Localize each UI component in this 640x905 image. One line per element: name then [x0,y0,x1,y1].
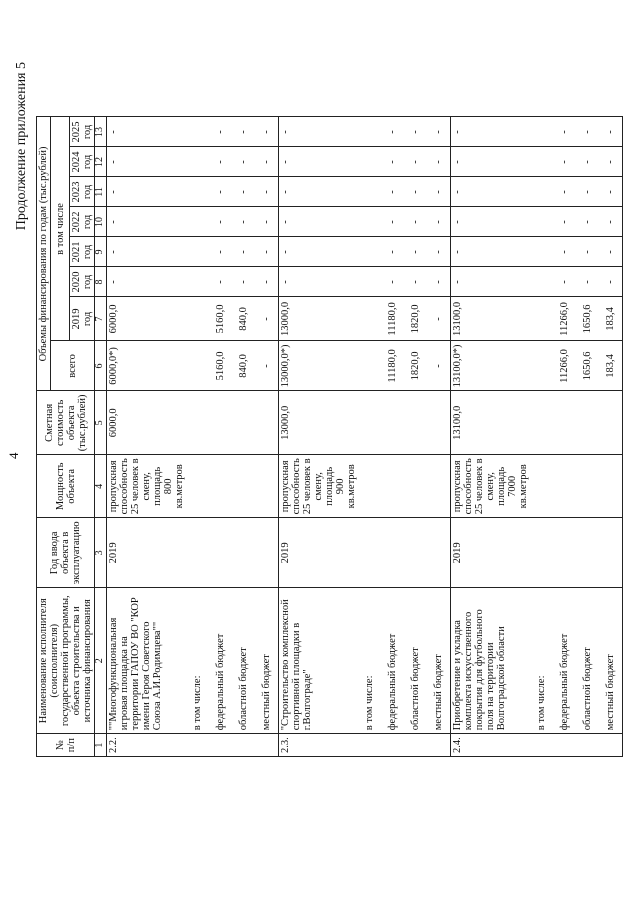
year-value: - [450,117,530,147]
source-year-value [530,117,553,147]
header-year-2019: 2019 год [70,297,95,341]
year-value: - [278,177,358,207]
year-value: - [106,207,186,237]
estimated-cost: 6000,0 [106,391,186,455]
source-total: 11266,0 [553,341,576,391]
table-row [450,117,530,757]
source-total [186,341,209,391]
source-year-value: - [599,177,623,207]
col-index: 7 [95,297,107,341]
funding-source-row [232,117,255,757]
empty-cell [553,455,576,518]
col-index: 6 [95,341,107,391]
source-year-value: - [404,147,427,177]
source-total [358,341,381,391]
header-volume: Объемы финансирования по годам (тыс.рублей) [37,117,51,391]
source-year-value: - [427,267,451,297]
empty-cell [232,391,255,455]
header-name: Наименование исполнителя (соисполнителя) государственной программы, объекта строительства и источника финансирования [37,588,95,734]
source-year-value [530,267,553,297]
empty-cell [255,734,279,757]
commission-year: 2019 [450,518,530,588]
empty-cell [358,734,381,757]
source-year-value: - [553,117,576,147]
source-year-value [186,207,209,237]
source-year-value: 11266,0 [553,297,576,341]
funding-source-label: федеральный бюджет [553,588,576,734]
empty-cell [427,455,451,518]
source-year-value: - [553,177,576,207]
header-year: Год ввода объекта в эксплуатацию [37,518,95,588]
header-year-2025: 2025 год [70,117,95,147]
col-index: 4 [95,455,107,518]
source-year-value: - [427,147,451,177]
source-year-value: - [255,237,279,267]
funding-source-row [186,117,209,757]
source-year-value: 840,0 [232,297,255,341]
empty-cell [576,455,599,518]
source-year-value: - [553,267,576,297]
empty-cell [599,391,623,455]
source-year-value: - [381,117,404,147]
source-total: 1650,6 [576,341,599,391]
source-year-value: - [209,147,232,177]
year-value: - [450,267,530,297]
empty-cell [427,391,451,455]
source-year-value: - [576,117,599,147]
source-year-value: - [427,207,451,237]
empty-cell [358,518,381,588]
source-year-value: - [404,177,427,207]
continuation-heading: Продолжение приложения 5 [14,62,29,231]
year-value: - [106,117,186,147]
empty-cell [381,455,404,518]
source-year-value: - [553,207,576,237]
funding-source-label: федеральный бюджет [209,588,232,734]
header-capacity: Мощность объекта [37,455,95,518]
empty-cell [530,518,553,588]
source-year-value: - [209,207,232,237]
empty-cell [255,391,279,455]
source-year-value: 1820,0 [404,297,427,341]
empty-cell [232,734,255,757]
source-year-value: - [553,147,576,177]
object-capacity: пропускная способность 25 человек в смену, площадь 900 кв.метров [278,455,358,518]
year-value: - [278,267,358,297]
source-year-value: - [255,267,279,297]
funding-source-label: местный бюджет [255,588,279,734]
empty-cell [404,734,427,757]
total-financing: 13000,0*) [278,341,358,391]
source-year-value: - [553,237,576,267]
empty-cell [381,391,404,455]
funding-source-row [358,117,381,757]
header-cost: Сметная стоимость объекта (тыс.рублей) [37,391,95,455]
empty-cell [553,734,576,757]
source-year-value: - [209,177,232,207]
source-year-value: - [576,267,599,297]
year-value: 6000,0 [106,297,186,341]
object-name: Приобретение и укладка комплекта искусственного покрытия для футбольного поля на территории Волгоградской области [450,588,530,734]
year-value: - [106,177,186,207]
source-year-value [358,207,381,237]
year-value: - [278,207,358,237]
funding-source-row [530,117,553,757]
source-year-value: 183,4 [599,297,623,341]
estimated-cost: 13000,0 [278,391,358,455]
source-year-value: - [232,237,255,267]
empty-cell [186,518,209,588]
source-year-value: - [576,147,599,177]
row-number: 2.4. [450,734,530,757]
empty-cell [576,518,599,588]
source-year-value: - [255,297,279,341]
column-index-row [95,117,107,757]
table-row [278,117,358,757]
source-total: 1820,0 [404,341,427,391]
header-year-2021: 2021 год [70,237,95,267]
year-value: - [278,117,358,147]
row-number: 2.2. [106,734,186,757]
funding-source-label: областной бюджет [404,588,427,734]
header-year-2024: 2024 год [70,147,95,177]
source-year-value: - [576,207,599,237]
source-year-value: - [427,237,451,267]
source-year-value: - [255,177,279,207]
funding-source-row [381,117,404,757]
empty-cell [427,734,451,757]
source-year-value: - [427,177,451,207]
page-number: 4 [6,452,21,459]
funding-source-label: областной бюджет [576,588,599,734]
source-year-value [530,177,553,207]
empty-cell [358,391,381,455]
source-year-value: - [599,117,623,147]
empty-cell [209,734,232,757]
source-year-value: - [599,267,623,297]
col-index: 13 [95,117,107,147]
source-year-value: - [232,177,255,207]
year-value: - [450,177,530,207]
empty-cell [232,518,255,588]
source-total [530,341,553,391]
source-year-value [186,147,209,177]
total-financing: 13100,0*) [450,341,530,391]
source-year-value: - [209,267,232,297]
source-year-value: - [404,237,427,267]
funding-source-row [404,117,427,757]
source-year-value: - [427,117,451,147]
funding-source-row [599,117,623,757]
funding-source-label: в том числе: [530,588,553,734]
year-value: - [106,267,186,297]
empty-cell [186,391,209,455]
funding-source-label: областной бюджет [232,588,255,734]
source-year-value [186,267,209,297]
empty-cell [186,734,209,757]
source-year-value: - [209,117,232,147]
source-year-value: - [599,147,623,177]
year-value: - [278,237,358,267]
object-capacity: пропускная способность 25 человек в смену, площадь 7000 кв.метров [450,455,530,518]
col-index: 8 [95,267,107,297]
source-year-value: - [576,237,599,267]
funding-source-row [576,117,599,757]
col-index: 3 [95,518,107,588]
source-total: - [255,341,279,391]
year-value: 13100,0 [450,297,530,341]
source-year-value: - [232,207,255,237]
header-year-2023: 2023 год [70,177,95,207]
source-total: - [427,341,451,391]
source-year-value: 5160,0 [209,297,232,341]
empty-cell [599,734,623,757]
year-value: - [450,147,530,177]
source-year-value [358,297,381,341]
year-value: - [450,237,530,267]
source-year-value [186,177,209,207]
source-year-value: - [232,267,255,297]
header-num: № п/п [37,734,95,757]
empty-cell [404,518,427,588]
header-total: всего [51,341,95,391]
source-year-value [358,267,381,297]
source-year-value: - [404,207,427,237]
empty-cell [530,734,553,757]
funding-source-label: в том числе: [186,588,209,734]
funding-source-row [553,117,576,757]
source-year-value: - [599,237,623,267]
header-year-2020: 2020 год [70,267,95,297]
source-total: 183,4 [599,341,623,391]
source-year-value: - [381,177,404,207]
source-year-value [530,207,553,237]
source-year-value [358,147,381,177]
source-year-value: - [381,207,404,237]
empty-cell [599,518,623,588]
year-value: - [106,147,186,177]
source-year-value: - [255,117,279,147]
year-value: 13000,0 [278,297,358,341]
header-incl: в том числе [51,117,70,341]
source-year-value [358,237,381,267]
empty-cell [381,734,404,757]
year-value: - [106,237,186,267]
source-year-value: - [209,237,232,267]
col-index: 11 [95,177,107,207]
source-year-value: - [255,207,279,237]
col-index: 1 [95,734,107,757]
commission-year: 2019 [278,518,358,588]
funding-source-row [255,117,279,757]
source-total: 5160,0 [209,341,232,391]
source-year-value: - [255,147,279,177]
empty-cell [255,455,279,518]
funding-source-row [209,117,232,757]
financing-table [36,116,623,757]
empty-cell [358,455,381,518]
col-index: 10 [95,207,107,237]
source-year-value: - [599,207,623,237]
empty-cell [530,391,553,455]
year-value: - [278,147,358,177]
empty-cell [576,391,599,455]
source-year-value [358,117,381,147]
funding-source-label: местный бюджет [599,588,623,734]
source-year-value: - [381,237,404,267]
source-year-value [186,117,209,147]
object-name: ""Многофункциональная игровая площадка на территории ГАПОУ ВО "КОР имени Героя Советского Союза А.И.Родимцева"" [106,588,186,734]
year-value: - [450,207,530,237]
source-year-value [530,147,553,177]
empty-cell [576,734,599,757]
table-body [106,117,623,757]
col-index: 9 [95,237,107,267]
source-year-value: - [404,117,427,147]
funding-source-label: федеральный бюджет [381,588,404,734]
object-name: "Строительство комплексной спортивной площадки в г.Волгограде" [278,588,358,734]
empty-cell [599,455,623,518]
source-year-value: - [404,267,427,297]
col-index: 2 [95,588,107,734]
empty-cell [530,455,553,518]
funding-source-row [427,117,451,757]
source-year-value: 1650,6 [576,297,599,341]
table-row [106,117,186,757]
empty-cell [209,391,232,455]
empty-cell [209,518,232,588]
source-year-value [186,237,209,267]
header-year-2022: 2022 год [70,207,95,237]
funding-source-label: местный бюджет [427,588,451,734]
object-capacity: пропускная способность 25 человек в смену, площадь 800 кв.метров [106,455,186,518]
empty-cell [232,455,255,518]
empty-cell [427,518,451,588]
source-year-value [186,297,209,341]
empty-cell [553,391,576,455]
empty-cell [209,455,232,518]
source-total: 11180,0 [381,341,404,391]
funding-source-label: в том числе: [358,588,381,734]
source-year-value [358,177,381,207]
empty-cell [404,455,427,518]
source-year-value [530,237,553,267]
source-year-value: - [427,297,451,341]
source-year-value [530,297,553,341]
row-number: 2.3. [278,734,358,757]
source-year-value: - [576,177,599,207]
empty-cell [255,518,279,588]
total-financing: 6000,0*) [106,341,186,391]
col-index: 5 [95,391,107,455]
source-year-value: - [232,147,255,177]
source-year-value: - [232,117,255,147]
col-index: 12 [95,147,107,177]
commission-year: 2019 [106,518,186,588]
empty-cell [186,455,209,518]
source-year-value: - [381,147,404,177]
source-total: 840,0 [232,341,255,391]
empty-cell [553,518,576,588]
estimated-cost: 13100,0 [450,391,530,455]
empty-cell [381,518,404,588]
source-year-value: - [381,267,404,297]
source-year-value: 11180,0 [381,297,404,341]
empty-cell [404,391,427,455]
